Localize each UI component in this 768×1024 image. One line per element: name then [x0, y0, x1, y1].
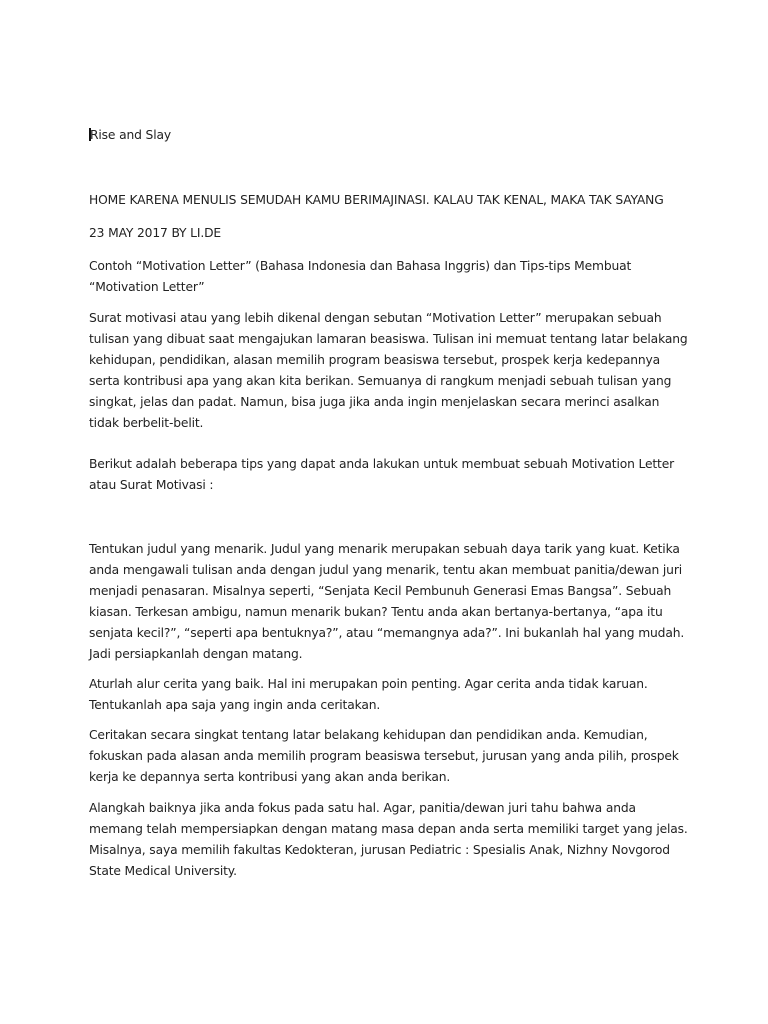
- byline: 23 MAY 2017 BY LI.DE: [89, 226, 222, 240]
- paragraph-tips-intro: Berikut adalah beberapa tips yang dapat anda lakukan untuk membuat sebuah Motivation Letter atau Surat Motivasi :: [89, 457, 675, 492]
- site-title-line: [89, 125, 689, 146]
- paragraph-intro: Surat motivasi atau yang lebih dikenal dengan sebutan “Motivation Letter” merupakan sebuah tulisan yang dibuat saat mengajukan lamaran beasiswa. Tulisan ini memuat tentang latar belakang kehidupan, pendidikan, alasan memilih program beasiswa tersebut, prospek kerja kedepannya serta kontribusi apa yang akan kita berikan. Semuanya di rangkum menjadi sebuah tulisan yang singkat, jelas dan padat. Namun, bisa juga jika anda ingin menjelaskan secara merinci asalkan tidak berbelit-belit.: [89, 311, 688, 430]
- paragraph-tip-focus: Alangkah baiknya jika anda fokus pada satu hal. Agar, panitia/dewan juri tahu bahwa anda memang telah mempersiapkan dengan matang masa depan anda serta memiliki target yang jelas. Misalnya, saya memilih fakultas Kedokteran, jurusan Pediatric : Spesialis Anak, Nizhny Novgorod State Medical University.: [89, 801, 688, 878]
- paragraph-tip-story: Aturlah alur cerita yang baik. Hal ini merupakan poin penting. Agar cerita anda tidak karuan. Tentukanlah apa saja yang ingin anda ceritakan.: [89, 677, 648, 712]
- paragraph-tip-background: Ceritakan secara singkat tentang latar belakang kehidupan dan pendidikan anda. Kemudian, fokuskan pada alasan anda memilih program beasiswa tersebut, jurusan yang anda pilih, prospek kerja ke depannya serta kontribusi yang akan anda berikan.: [89, 728, 679, 784]
- paragraph-tip-title: Tentukan judul yang menarik. Judul yang menarik merupakan sebuah daya tarik yang kuat. Ketika anda mengawali tulisan anda dengan judul yang menarik, tentu akan membuat panitia/dewan juri menjadi penasaran. Misalnya seperti, “Senjata Kecil Pembunuh Generasi Emas Bangsa”. Sebuah kiasan. Terkesan ambigu, namun menarik bukan? Tentu anda akan bertanya-bertanya, “apa itu senjata kecil?”, “seperti apa bentuknya?”, atau “memangnya ada?”. Ini bukanlah hal yang mudah. Jadi persiapkanlah dengan matang.: [89, 542, 685, 661]
- breadcrumb: HOME KARENA MENULIS SEMUDAH KAMU BERIMAJINASI. KALAU TAK KENAL, MAKA TAK SAYANG: [89, 193, 664, 207]
- site-title: Rise and Slay: [90, 128, 171, 142]
- article-title: Contoh “Motivation Letter” (Bahasa Indonesia dan Bahasa Inggris) dan Tips-tips Membuat “Motivation Letter”: [89, 259, 632, 294]
